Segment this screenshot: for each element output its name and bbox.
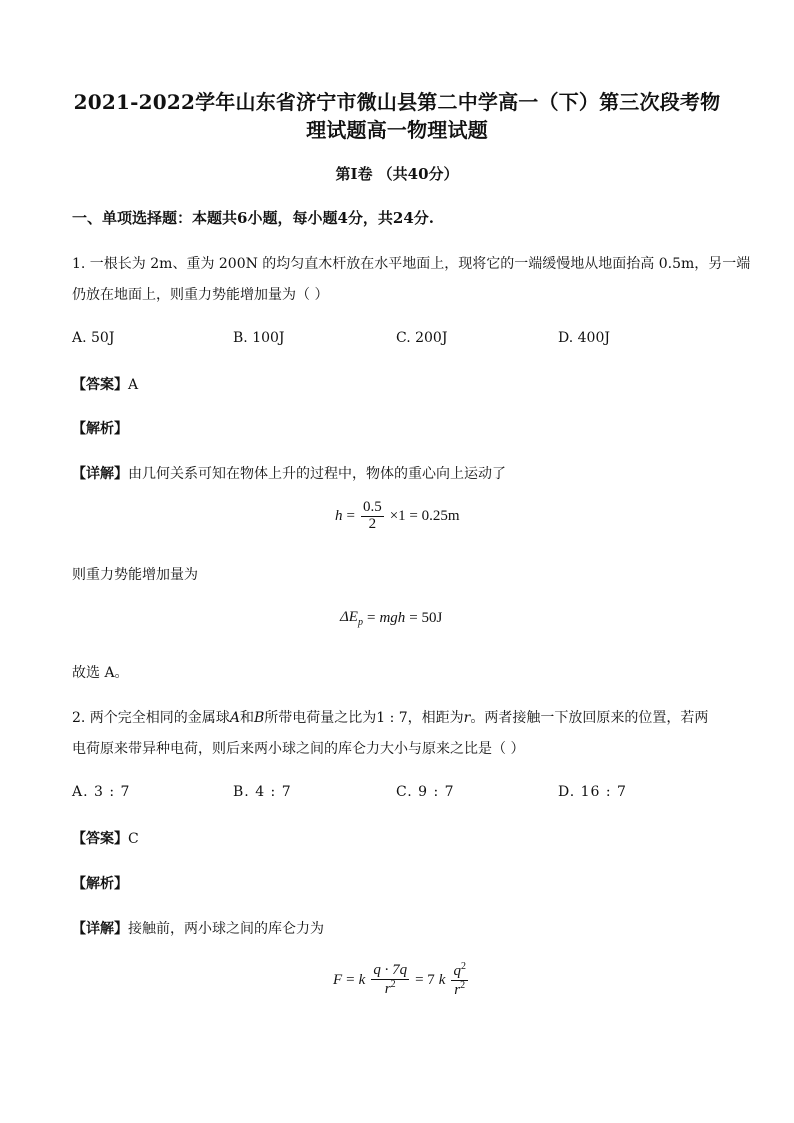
q2-option-b: B. 4 : 7 bbox=[233, 784, 292, 800]
q1-formula-height bbox=[335, 500, 460, 533]
q1-analysis-tag: 【解析】 bbox=[72, 421, 128, 437]
q2-detail bbox=[72, 918, 324, 938]
q1-formula-energy bbox=[340, 609, 442, 628]
q2-option-a: A. 3 : 7 bbox=[72, 784, 131, 800]
section-title: 第I卷 （共40分） bbox=[335, 165, 459, 183]
formula-equals: = bbox=[346, 971, 355, 988]
q1-detail-text: 由几何关系可知在物体上升的过程中，物体的重心向上运动了 bbox=[128, 466, 506, 482]
q2-answer-value: C bbox=[128, 831, 139, 847]
fraction-1-numerator: q · 7q bbox=[373, 962, 408, 978]
formula-fraction bbox=[361, 500, 384, 533]
q2-answer-tag: 【答案】 bbox=[72, 831, 128, 847]
numerator-q: q bbox=[453, 963, 461, 979]
q1-conclusion: 故选 A。 bbox=[72, 665, 129, 681]
formula-fraction-1 bbox=[371, 963, 409, 998]
q2-stem-part-a: 2. 两个完全相同的金属球 bbox=[72, 710, 230, 726]
q2-ball-a: A bbox=[229, 710, 240, 726]
q1-detail bbox=[72, 463, 506, 483]
formula-result: = 50J bbox=[409, 610, 443, 626]
q2-stem-line-2: 电荷原来带异种电荷，则后来两小球之间的库仑力大小与原来之比是（ ） bbox=[72, 741, 525, 757]
q2-stem-part-b: 和 bbox=[239, 710, 254, 726]
denominator-r: r bbox=[384, 980, 391, 997]
q2-option-c: C. 9 : 7 bbox=[396, 784, 455, 800]
q1-stem-line-1: 1. 一根长为 2m、重为 200N 的均匀直木杆放在水平地面上，现将它的一端缓慢地从地面抬高 0.5m，另一端 bbox=[72, 256, 751, 272]
q2-distance-r: r bbox=[463, 710, 471, 726]
q2-formula-coulomb bbox=[333, 962, 470, 999]
fraction-denominator: 2 bbox=[368, 515, 377, 532]
q2-analysis-tag: 【解析】 bbox=[72, 876, 128, 892]
formula-equals-7: = 7 bbox=[415, 971, 435, 988]
formula-delta-e bbox=[340, 609, 363, 628]
formula-fraction-2 bbox=[451, 962, 468, 999]
delta-e-subscript: p bbox=[357, 617, 363, 628]
q1-text-2: 则重力势能增加量为 bbox=[72, 567, 198, 583]
denominator-exponent: 2 bbox=[390, 978, 396, 990]
q1-option-a: A. 50J bbox=[72, 330, 115, 346]
formula-equals: = bbox=[346, 507, 355, 524]
denominator-r-2: r bbox=[454, 981, 461, 998]
denominator-exponent-2: 2 bbox=[460, 979, 466, 991]
formula-equals: = bbox=[366, 610, 376, 626]
formula-k-2: k bbox=[438, 971, 446, 988]
fraction-numerator: 0.5 bbox=[362, 499, 382, 515]
q2-stem-part-d: 。两者接触一下放回原来的位置，若两 bbox=[470, 710, 709, 726]
formula-symbol-f: F bbox=[333, 971, 343, 988]
q1-answer-value: A bbox=[128, 377, 139, 393]
q1-option-c: C. 200J bbox=[396, 330, 448, 346]
formula-symbol-h: h bbox=[335, 507, 343, 524]
formula-k: k bbox=[358, 971, 366, 988]
delta-e-symbol: ΔE bbox=[340, 609, 358, 625]
q1-stem-line-2: 仍放在地面上，则重力势能增加量为（ ） bbox=[72, 287, 329, 303]
title-line-2: 理试题高一物理试题 bbox=[306, 118, 488, 142]
q2-stem-line-1 bbox=[72, 707, 708, 727]
q2-option-d: D. 16 : 7 bbox=[558, 784, 627, 800]
q1-option-b: B. 100J bbox=[233, 330, 285, 346]
q2-stem-part-c: 所带电荷量之比为1 : 7，相距为 bbox=[264, 710, 464, 726]
q1-option-d: D. 400J bbox=[558, 330, 610, 346]
numerator-exponent: 2 bbox=[460, 961, 466, 972]
fraction-2-numerator bbox=[451, 962, 468, 981]
q2-detail-text: 接触前，两小球之间的库仑力为 bbox=[128, 921, 324, 937]
title-line-1: 2021-2022学年山东省济宁市微山县第二中学高一（下）第三次段考物 bbox=[73, 90, 721, 114]
formula-rest: ×1 = 0.25m bbox=[389, 507, 460, 524]
fraction-2-denominator bbox=[452, 981, 467, 999]
formula-mgh: mgh bbox=[379, 610, 406, 626]
fraction-1-denominator bbox=[383, 980, 398, 998]
q2-answer bbox=[72, 828, 139, 848]
q1-answer bbox=[72, 374, 138, 394]
q2-ball-b: B bbox=[253, 710, 265, 726]
q2-detail-tag: 【详解】 bbox=[72, 921, 128, 937]
q1-answer-tag: 【答案】 bbox=[72, 377, 128, 393]
q1-detail-tag: 【详解】 bbox=[72, 466, 128, 482]
part-heading: 一、单项选择题：本题共6小题，每小题4分，共24分. bbox=[72, 209, 434, 227]
